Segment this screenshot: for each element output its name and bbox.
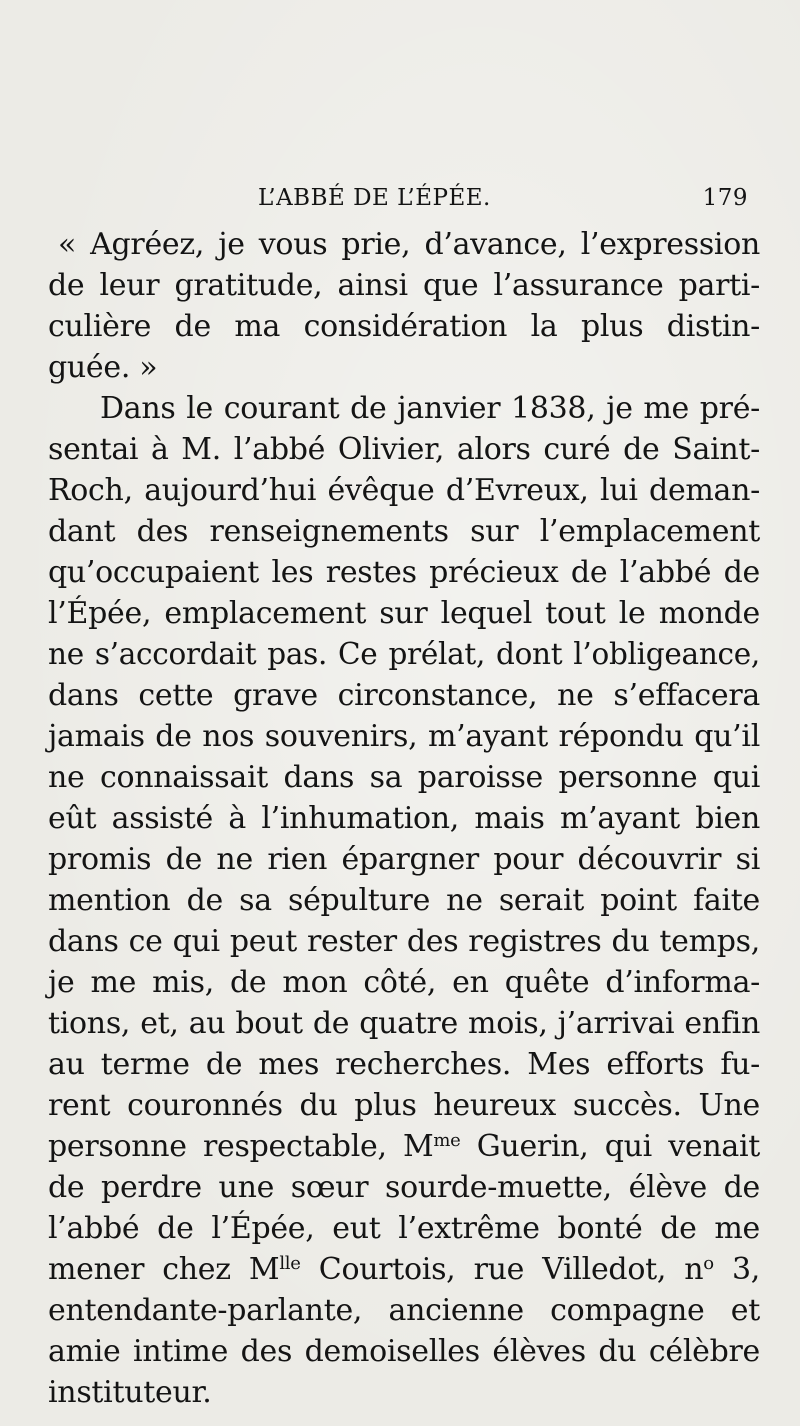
text-line: sentai à M. l’abbé Olivier, alors curé de Saint-: [48, 432, 760, 467]
text-fragment: 3,: [713, 1252, 760, 1287]
text-line: mention de sa sépulture ne serait point faite: [48, 883, 760, 918]
text-fragment: mener chez M: [48, 1252, 280, 1287]
text-line: dans ce qui peut rester des registres du temps,: [48, 924, 760, 959]
text-line: tions, et, au bout de quatre mois, j’arrivai enfin: [48, 1006, 760, 1041]
text-line: « Agréez, je vous prie, d’avance, l’expression: [58, 227, 760, 262]
text-line: eût assisté à l’inhumation, mais m’ayant bien: [48, 801, 760, 836]
text-line: l’Épée, emplacement sur lequel tout le monde: [48, 596, 760, 631]
superscript: me: [433, 1130, 461, 1151]
text-line: dant des renseignements sur l’emplacement: [48, 514, 760, 549]
text-line: au terme de mes recherches. Mes efforts fu-: [48, 1047, 760, 1082]
text-line: Roch, aujourd’hui évêque d’Evreux, lui deman-: [48, 473, 760, 508]
text-line: ne connaissait dans sa paroisse personne qui: [48, 760, 760, 795]
text-line: Dans le courant de janvier 1838, je me pré-: [100, 391, 760, 426]
text-line: dans cette grave circonstance, ne s’effacera: [48, 678, 760, 713]
body-text: [48, 224, 760, 1413]
text-line: je me mis, de mon côté, en quête d’informa-: [48, 965, 760, 1000]
text-line: culière de ma considération la plus distin-: [48, 309, 760, 344]
text-line: jamais de nos souvenirs, m’ayant répondu qu’il: [48, 719, 760, 754]
text-line: de leur gratitude, ainsi que l’assurance parti-: [48, 268, 760, 303]
running-title: L’ABBÉ DE L’ÉPÉE.: [258, 185, 491, 211]
page-number: 179: [702, 185, 748, 211]
text-line: entendante-parlante, ancienne compagne et: [48, 1293, 760, 1328]
running-header: [48, 183, 760, 215]
text-line: ne s’accordait pas. Ce prélat, dont l’obligeance,: [48, 637, 760, 671]
text-line: [48, 1249, 760, 1290]
text-fragment: personne respectable, M: [48, 1129, 434, 1164]
text-line: instituteur.: [48, 1375, 212, 1410]
superscript: lle: [279, 1253, 301, 1274]
text-fragment: Guerin, qui venait: [460, 1129, 760, 1164]
text-line: guée. »: [48, 350, 158, 385]
text-line: qu’occupaient les restes précieux de l’abbé de: [48, 555, 760, 590]
superscript: o: [703, 1253, 714, 1274]
text-line: rent couronnés du plus heureux succès. Une: [48, 1088, 760, 1123]
text-line: promis de ne rien épargner pour découvrir si: [48, 842, 760, 877]
text-fragment: Courtois, rue Villedot, n: [300, 1252, 704, 1287]
text-line: [48, 1126, 760, 1167]
text-line: amie intime des demoiselles élèves du célèbre: [48, 1334, 760, 1369]
text-line: l’abbé de l’Épée, eut l’extrême bonté de me: [48, 1211, 760, 1246]
text-line: de perdre une sœur sourde-muette, élève de: [48, 1170, 760, 1205]
